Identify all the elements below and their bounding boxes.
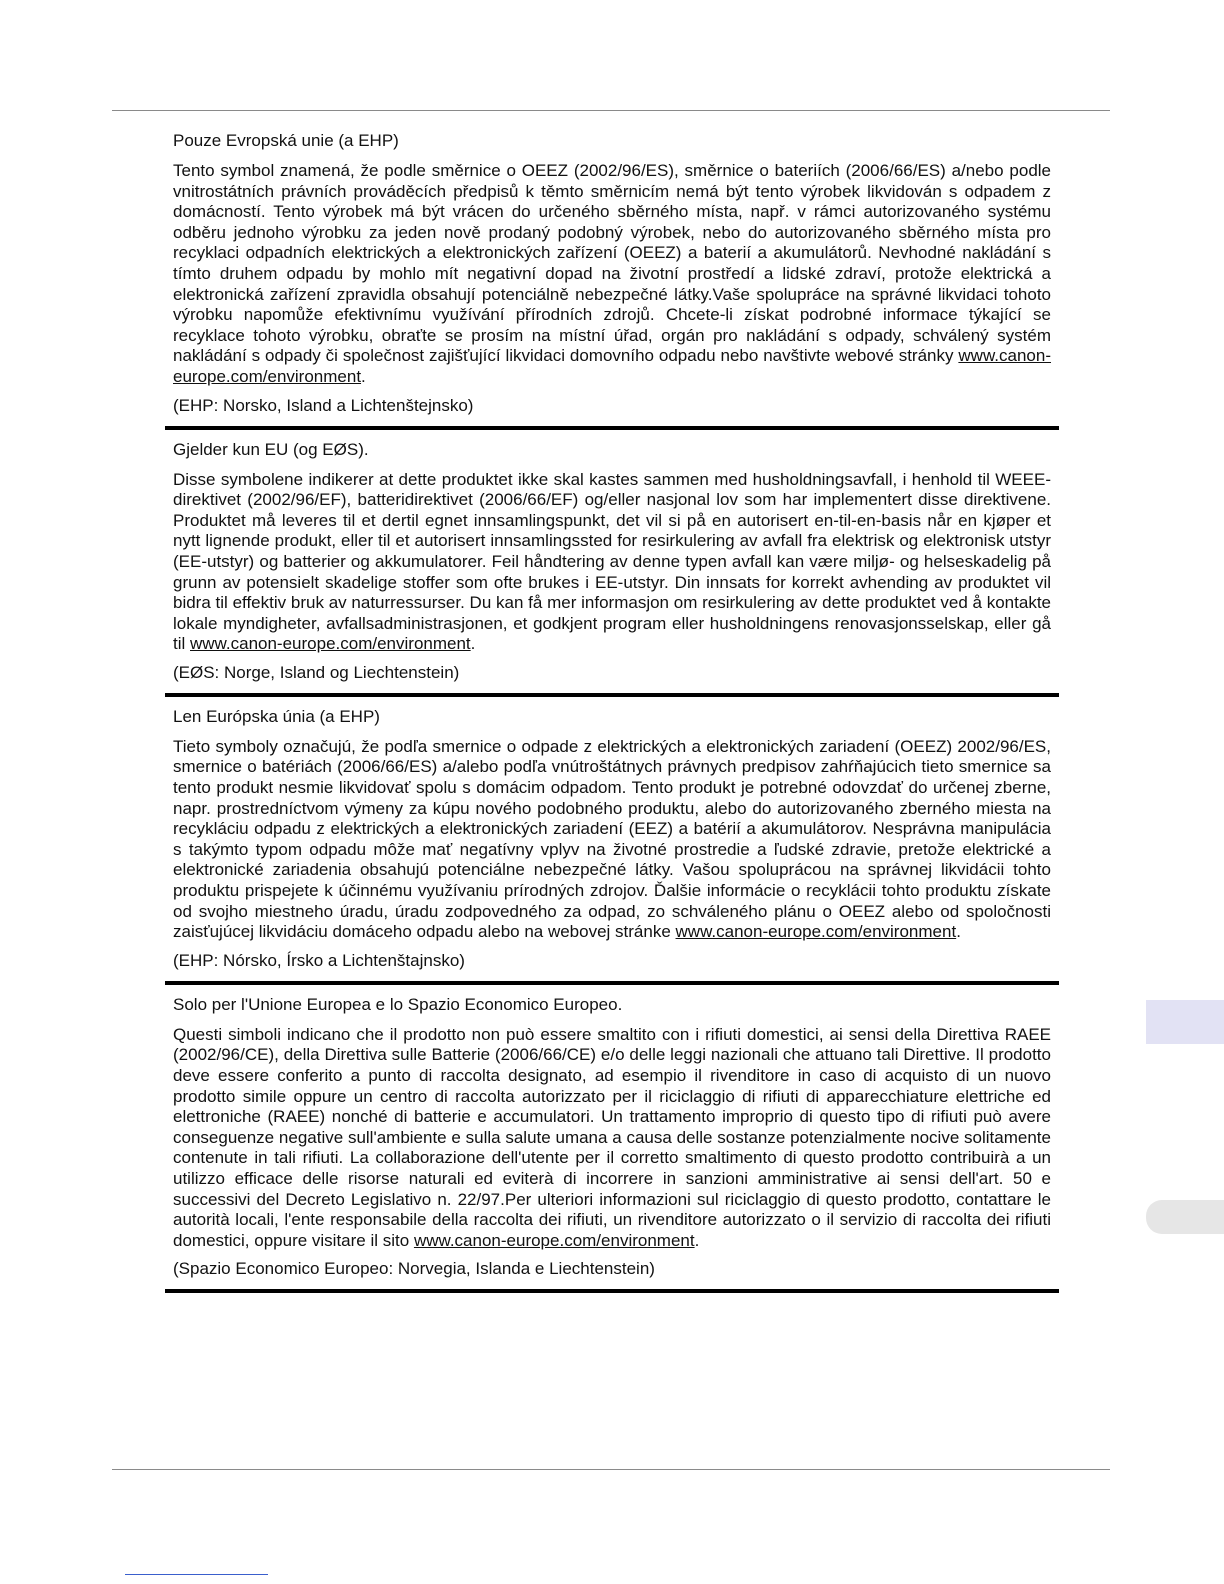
footer-link-underline [125,1574,268,1575]
section-czech [165,131,1059,416]
section-note: (Spazio Economico Europeo: Norvegia, Islanda e Liechtenstein) [173,1259,655,1279]
footer-rule [112,1469,1110,1470]
environment-link[interactable]: www.canon-europe.com/environment [190,634,471,654]
chapter-tab[interactable] [1146,1200,1224,1234]
section-body-end: . [694,1230,700,1250]
environment-link[interactable]: www.canon-europe.com/environment [413,1230,695,1250]
chapter-tab-active[interactable] [1146,1000,1224,1044]
section-note: (EØS: Norge, Island og Liechtenstein) [173,662,460,682]
section-title: Pouze Evropská unie (a EHP) [173,131,399,150]
section-body-text: Disse symbolene indikerer at dette produktet ikke skal kastes sammen med husholdningsavfall, i henhold til WEEE-direktivet (2002/96/EF), batteridirektivet (2006/66/EF) og/eller nasjonal lov som har implementert disse direktivene. Produktet må leveres til et dertil egnet innsamlingspunkt, det vil si på en autorisert en-til-en-basis når en kjøper et nytt lignende produkt, eller til et autorisert innsamlingssted for resirkulering av avfall fra elektrisk og elektronisk utstyr (EE-utstyr) og batterier og akkumulatorer. Feil håndtering av denne typen avfall kan være miljø- og helseskadelig på grunn av potensielt skadelige stoffer som ofte brukes i EE-utstyr. Din innsats for korrekt avhending av produktet vil bidra til effektiv bruk av naturressurser. Du kan få mer informasjon om resirkulering av dette produktet ved å kontakte lokale myndigheter, avfallsadministrasjonen, et godkjent program eller husholdningens renovasjonsselskap, eller gå til [173,469,1051,654]
section-title: Len Európska únia (a EHP) [173,706,380,726]
section-body-end: . [956,922,961,942]
section-divider [165,1289,1059,1293]
section-title: Solo per l'Unione Europea e lo Spazio Economico Europeo. [173,994,623,1014]
section-note: (EHP: Nórsko, Írsko a Lichtenštajnsko) [173,950,465,970]
section-body-end: . [361,366,366,386]
section-title: Gjelder kun EU (og EØS). [173,439,369,459]
section-divider [165,981,1059,985]
section-body-text: Tieto symboly označujú, že podľa smernice o odpade z elektrických a elektronických zariadení (OEEZ) 2002/96/ES, smernice o batériách (2006/66/ES) a/alebo podľa vnútroštátnych právnych predpisov zahŕňajúcich tieto smernice sa tento produkt nesmie likvidovať spolu s domácim odpadom. Tento produkt je potrebné odovzdať do určenej zberne, napr. prostredníctvom výmeny za kúpu nového podobného produktu, alebo do autorizovaného zberného miesta na recykláciu odpadu z elektrických a elektronických zariadení (EEZ) a batérií a akumulátorov. Nesprávna manipulácia s takýmto typom odpadu môže mať negatívny vplyv na životné prostredie a ľudské zdravie, pretože elektrické a elektronické zariadenia obsahujú potenciálne nebezpečné látky. Vašou spoluprácou na správnej likvidácii tohto produktu prispejete k účinnému využívaniu prírodných zdrojov. Ďalšie informácie o recyklácii tohto produktu získate od svojho miestneho úradu, úradu zodpovedného za odpad, zo schváleného plánu o OEEZ alebo od spoločnosti zaisťujúcej likvidáciu domáceho odpadu alebo na webovej stránke [173,736,1051,942]
section-norwegian [165,440,1059,683]
section-slovak [165,707,1059,971]
section-italian [165,995,1059,1280]
section-body-text: Tento symbol znamená, že podle směrnice o OEEZ (2002/96/ES), směrnice o bateriích (2006/66/ES) a/nebo podle vnitrostátních právních prováděcích předpisů k těmto směrnicím nemá být tento výrobek likvidován s odpadem z domácností. Tento výrobek má být vrácen do určeného sběrného místa, např. v rámci autorizovaného systému odběru jednoho výrobku za jeden nově prodaný podobný výrobek, nebo do autorizovaného sběrného místa pro recyklaci odpadních elektrických a elektronických zařízení (OEEZ) a baterií a akumulátorů. Nevhodné nakládání s tímto druhem odpadu by mohlo mít negativní dopad na životní prostředí a lidské zdraví, protože elektrická a elektronická zařízení zpravidla obsahují potenciálně nebezpečné látky.Vaše spolupráce na správné likvidaci tohoto výrobku napomůže efektivnímu využívání přírodních zdrojů. Chcete-li získat podrobné informace týkající se recyklace tohoto výrobku, obraťte se prosím na místní úřad, orgán pro nakládání s odpady, schválený systém nakládání s odpady či společnost zajišťující likvidaci domovního odpadu nebo navštivte webové stránky [173,161,1051,366]
section-body-end: . [470,634,476,654]
section-note: (EHP: Norsko, Island a Lichtenštejnsko) [173,395,474,415]
environment-link[interactable]: www.canon-europe.com/environment [173,346,1051,386]
section-body [173,737,1051,943]
section-body [173,470,1051,655]
document-content [165,131,1059,1303]
section-body [173,161,1051,388]
header-rule [112,110,1110,111]
section-divider [165,426,1059,430]
section-body [173,1025,1051,1252]
environment-link[interactable]: www.canon-europe.com/environment [675,922,957,942]
section-body-text: Questi simboli indicano che il prodotto non può essere smaltito con i rifiuti domestici, ai sensi della Direttiva RAEE (2002/96/CE), della Direttiva sulle Batterie (2006/66/CE) e/o delle leggi nazionali che attuano tali Direttive. Il prodotto deve essere conferito a punto di raccolta designato, ad esempio il rivenditore in caso di acquisto di un nuovo prodotto simile oppure un centro di raccolta autorizzato per il riciclaggio di rifiuti di apparecchiature elettriche ed elettroniche (RAEE) nonché di batterie e accumulatori. Un trattamento improprio di questo tipo di rifiuti può avere conseguenze negative sull'ambiente e sulla salute umana a causa delle sostanze potenzialmente nocive solitamente contenute in tali rifiuti. La collaborazione dell'utente per il corretto smaltimento di questo prodotto contribuirà a un utilizzo efficace delle risorse naturali ed eviterà di incorrere in sanzioni amministrative ai sensi dell'art. 50 e successivi del Decreto Legislativo n. 22/97.Per ulteriori informazioni sul riciclaggio di questo prodotto, contattare le autorità locali, l'ente responsabile della raccolta dei rifiuti, un rivenditore autorizzato o il servizio di raccolta dei rifiuti domestici, oppure visitare il sito [173,1024,1051,1250]
section-divider [165,693,1059,697]
